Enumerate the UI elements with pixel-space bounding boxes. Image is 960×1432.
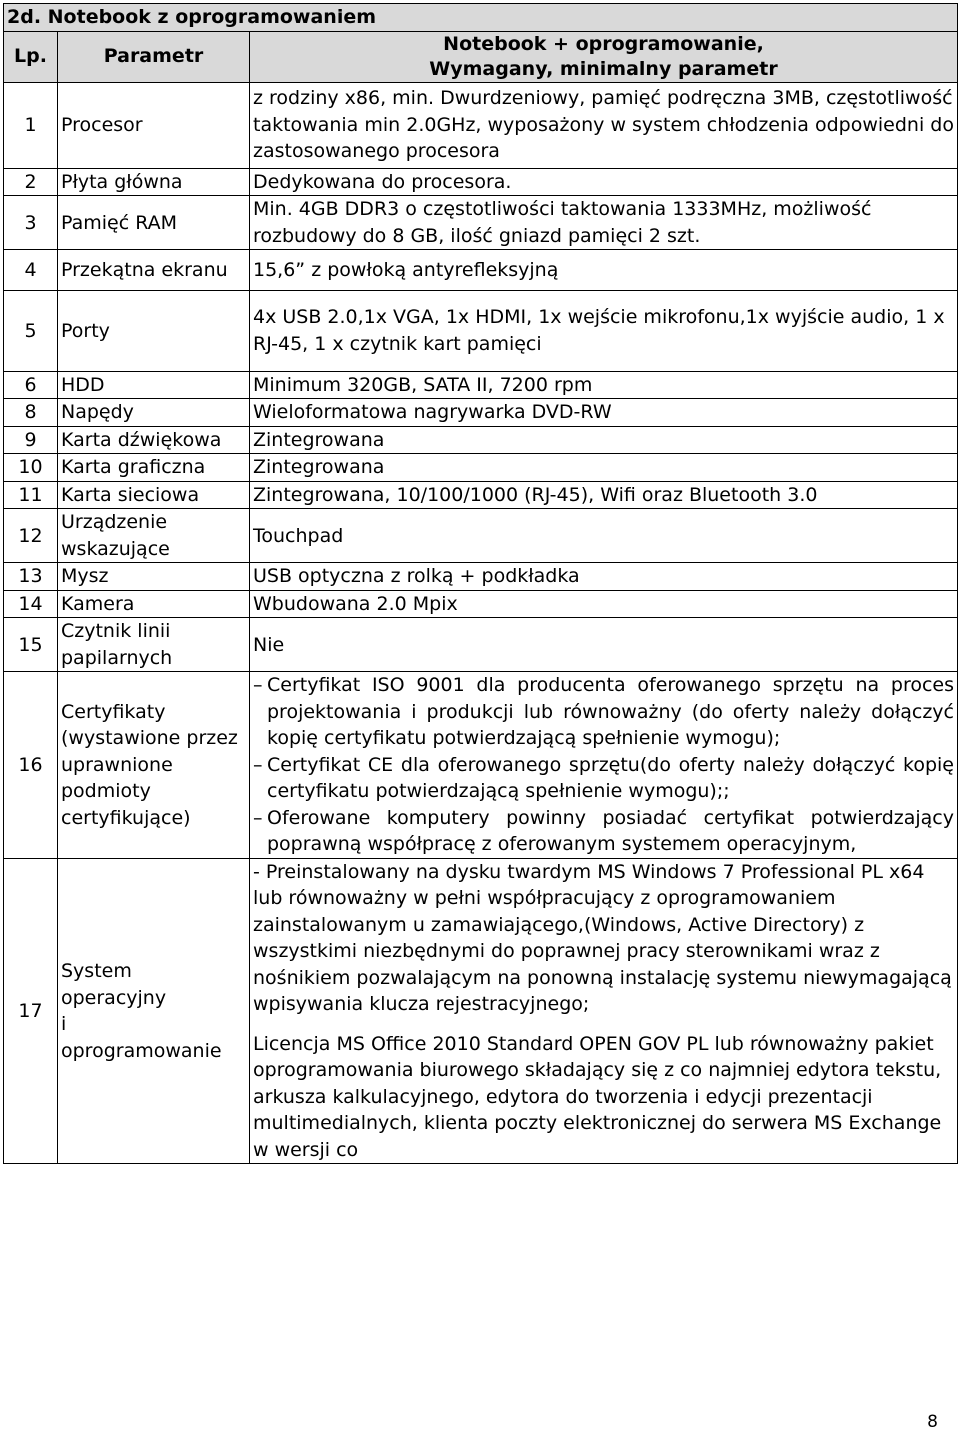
table-row xyxy=(4,563,958,591)
row-parameter: Certyfikaty (wystawione przez uprawnione podmioty certyfikujące) xyxy=(58,672,250,859)
table-row xyxy=(4,250,958,291)
row-value xyxy=(250,858,958,1164)
header-lp: Lp. xyxy=(4,31,58,82)
row-parameter: Napędy xyxy=(58,399,250,427)
row-parameter: Porty xyxy=(58,290,250,371)
row-value: Zintegrowana xyxy=(250,454,958,482)
row-number: 10 xyxy=(4,454,58,482)
table-row xyxy=(4,509,958,563)
row-value: USB optyczna z rolką + podkładka xyxy=(250,563,958,591)
spec-table xyxy=(3,3,958,1164)
row-number: 14 xyxy=(4,590,58,618)
row-number: 13 xyxy=(4,563,58,591)
row-number: 15 xyxy=(4,618,58,672)
row-parameter: System operacyjny i oprogramowanie xyxy=(58,858,250,1164)
header-requirement-line1: Notebook + oprogramowanie, xyxy=(443,32,764,55)
header-parametr: Parametr xyxy=(58,31,250,82)
row-value xyxy=(250,672,958,859)
row-number: 2 xyxy=(4,168,58,196)
table-row xyxy=(4,454,958,482)
table-title: 2d. Notebook z oprogramowaniem xyxy=(4,4,958,32)
dash-marker: – xyxy=(253,806,263,829)
table-row-17 xyxy=(4,858,958,1164)
header-requirement-line2: Wymagany, minimalny parametr xyxy=(429,57,778,80)
table-row xyxy=(4,426,958,454)
table-row xyxy=(4,399,958,427)
row-value: Dedykowana do procesora. xyxy=(250,168,958,196)
row-parameter: Karta sieciowa xyxy=(58,481,250,509)
row-parameter: Procesor xyxy=(58,82,250,168)
dash-marker: – xyxy=(253,753,263,776)
certificate-item-1: – Certyfikat ISO 9001 dla producenta oferowanego sprzętu na proces projektowania i produkcji lub równoważny (do oferty należy dołączyć kopię certyfikatu potwierdzającą spełnienie wymogu); xyxy=(253,672,954,752)
table-title-row xyxy=(4,4,958,32)
row-parameter: Czytnik linii papilarnych xyxy=(58,618,250,672)
row-value: Touchpad xyxy=(250,509,958,563)
row-value: Wieloformatowa nagrywarka DVD-RW xyxy=(250,399,958,427)
office-requirement: Licencja MS Office 2010 Standard OPEN GOV PL lub równoważny pakiet oprogramowania biurowego składający się z co najmniej edytora tekstu, arkusza kalkulacyjnego, edytora do tworzenia i edycji prezentacji multimedialnych, klienta poczty elektronicznej do serwera MS Exchange w wersji co xyxy=(253,1032,942,1161)
row-number: 16 xyxy=(4,672,58,859)
row-value: Min. 4GB DDR3 o częstotliwości taktowania 1333MHz, możliwość rozbudowy do 8 GB, ilość gniazd pamięci 2 szt. xyxy=(250,196,958,250)
row-parameter: Kamera xyxy=(58,590,250,618)
row-parameter: Pamięć RAM xyxy=(58,196,250,250)
row-value: 15,6” z powłoką antyrefleksyjną xyxy=(250,250,958,291)
page-number: 8 xyxy=(927,1412,938,1432)
row-number: 17 xyxy=(4,858,58,1164)
table-header-row xyxy=(4,31,958,82)
table-row xyxy=(4,618,958,672)
os-requirement: - Preinstalowany na dysku twardym MS Windows 7 Professional PL x64 lub równoważny w pełni współpracujący z oprogramowaniem zainstalowanym u zamawiającego,(Windows, Active Directory) z wszystkimi niezbędnymi do poprawnej pracy sterownikami wraz z nośnikiem pozwalającym na ponowną instalację systemu niewymagającą wpisywania klucza rejestracyjnego; xyxy=(253,860,952,1016)
table-row xyxy=(4,481,958,509)
row-parameter: Płyta główna xyxy=(58,168,250,196)
row-parameter: Karta graficzna xyxy=(58,454,250,482)
table-row xyxy=(4,82,958,168)
row-number: 5 xyxy=(4,290,58,371)
row-number: 9 xyxy=(4,426,58,454)
table-body xyxy=(4,82,958,672)
row-parameter: Urządzenie wskazujące xyxy=(58,509,250,563)
table-row xyxy=(4,590,958,618)
table-row xyxy=(4,168,958,196)
certificate-item-2: – Certyfikat CE dla oferowanego sprzętu(do oferty należy dołączyć kopię certyfikatu potwierdzającą spełnienie wymogu);; xyxy=(253,752,954,805)
row-number: 6 xyxy=(4,371,58,399)
row-number: 4 xyxy=(4,250,58,291)
row-value: Zintegrowana xyxy=(250,426,958,454)
row-value: Zintegrowana, 10/100/1000 (RJ-45), Wifi oraz Bluetooth 3.0 xyxy=(250,481,958,509)
row-parameter: Przekątna ekranu xyxy=(58,250,250,291)
table-row-16 xyxy=(4,672,958,859)
row-value: Wbudowana 2.0 Mpix xyxy=(250,590,958,618)
row-number: 11 xyxy=(4,481,58,509)
row-value: Minimum 320GB, SATA II, 7200 rpm xyxy=(250,371,958,399)
row-value: 4x USB 2.0,1x VGA, 1x HDMI, 1x wejście mikrofonu,1x wyjście audio, 1 x RJ-45, 1 x czytnik kart pamięci xyxy=(250,290,958,371)
table-row xyxy=(4,196,958,250)
certificate-item-3: – Oferowane komputery powinny posiadać certyfikat potwierdzający poprawną współpracę z oferowanym systemem operacyjnym, xyxy=(253,805,954,858)
row-parameter: Mysz xyxy=(58,563,250,591)
row-parameter: HDD xyxy=(58,371,250,399)
row-value: Nie xyxy=(250,618,958,672)
table-row xyxy=(4,290,958,371)
row-number: 12 xyxy=(4,509,58,563)
dash-marker: – xyxy=(253,674,263,697)
row-number: 8 xyxy=(4,399,58,427)
table-row xyxy=(4,371,958,399)
row-number: 1 xyxy=(4,82,58,168)
row-number: 3 xyxy=(4,196,58,250)
header-requirement xyxy=(250,31,958,82)
row-parameter: Karta dźwiękowa xyxy=(58,426,250,454)
row-value: z rodziny x86, min. Dwurdzeniowy, pamięć podręczna 3MB, częstotliwość taktowania min 2.0GHz, wyposażony w system chłodzenia odpowiedni do zastosowanego procesora xyxy=(250,82,958,168)
